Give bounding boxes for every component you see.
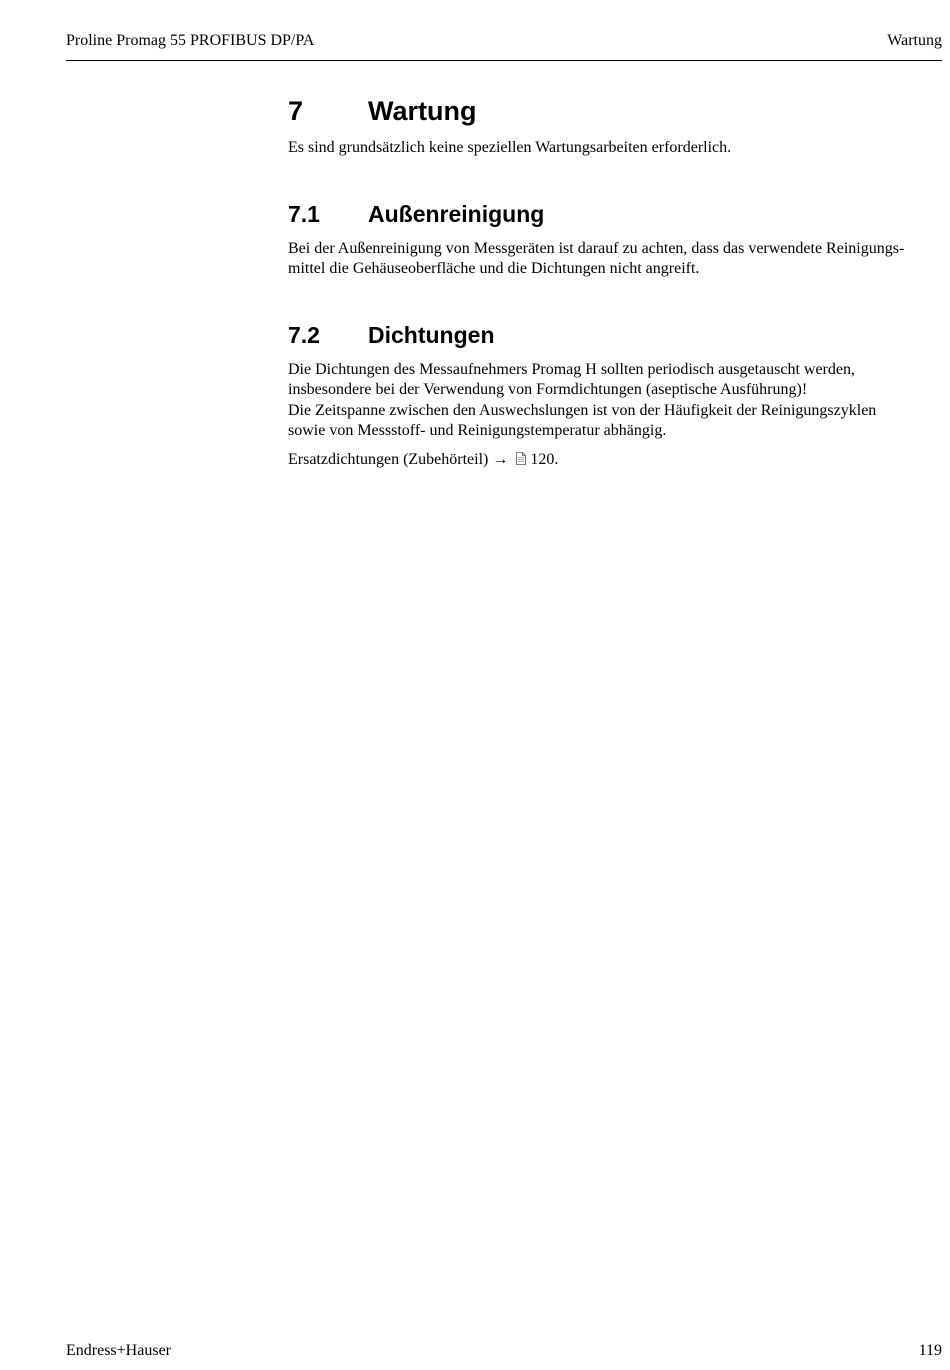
arrow-right-icon: → <box>492 450 509 468</box>
section-number: 7.1 <box>288 200 320 227</box>
section-wartung <box>288 92 938 159</box>
section-title: Dichtungen <box>368 321 495 348</box>
section-title: Außenreinigung <box>368 200 545 227</box>
text-line: Die Zeitspanne zwischen den Auswechslungen ist von der Häufigkeit der Reinigungszyklen <box>288 401 877 419</box>
page-link[interactable]: 120. <box>530 450 559 468</box>
text-line: sowie von Messstoff- und Reinigungstemperatur abhängig. <box>288 422 667 439</box>
text-line: insbesondere bei der Verwendung von Formdichtungen (aseptische Ausführung)! <box>288 381 808 398</box>
footer-company: Endress+Hauser <box>66 1342 171 1359</box>
spare-parts-text: Ersatzdichtungen (Zubehörteil) <box>288 450 489 468</box>
spare-parts-reference <box>288 450 938 471</box>
document-title: Proline Promag 55 PROFIBUS DP/PA <box>66 32 315 49</box>
text-line: Die Dichtungen des Messaufnehmers Promag H sollten periodisch ausgetauscht werden, <box>288 360 855 378</box>
section-dichtungen <box>288 318 938 471</box>
seals-paragraph <box>288 360 938 442</box>
section-heading <box>288 318 938 352</box>
section-number: 7.2 <box>288 321 320 348</box>
text-line: Bei der Außenreinigung von Messgeräten ist darauf zu achten, dass das verwendete Reinigungs- <box>288 239 905 257</box>
chapter-number: 7 <box>288 96 304 126</box>
section-heading <box>288 197 938 231</box>
chapter-intro-text: Es sind grundsätzlich keine speziellen Wartungsarbeiten erforderlich. <box>288 139 732 156</box>
chapter-heading <box>288 92 938 130</box>
text-line: mittel die Gehäuseoberfläche und die Dichtungen nicht angreift. <box>288 260 700 277</box>
section-aussenreinigung <box>288 197 938 280</box>
cleaning-paragraph <box>288 239 938 280</box>
page-header <box>66 30 942 61</box>
chapter-heading-title: Wartung <box>368 96 477 126</box>
main-content <box>288 92 938 470</box>
page-reference-icon[interactable] <box>516 451 526 464</box>
chapter-title: Wartung <box>887 32 942 49</box>
footer-page-number: 119 <box>918 1342 942 1359</box>
